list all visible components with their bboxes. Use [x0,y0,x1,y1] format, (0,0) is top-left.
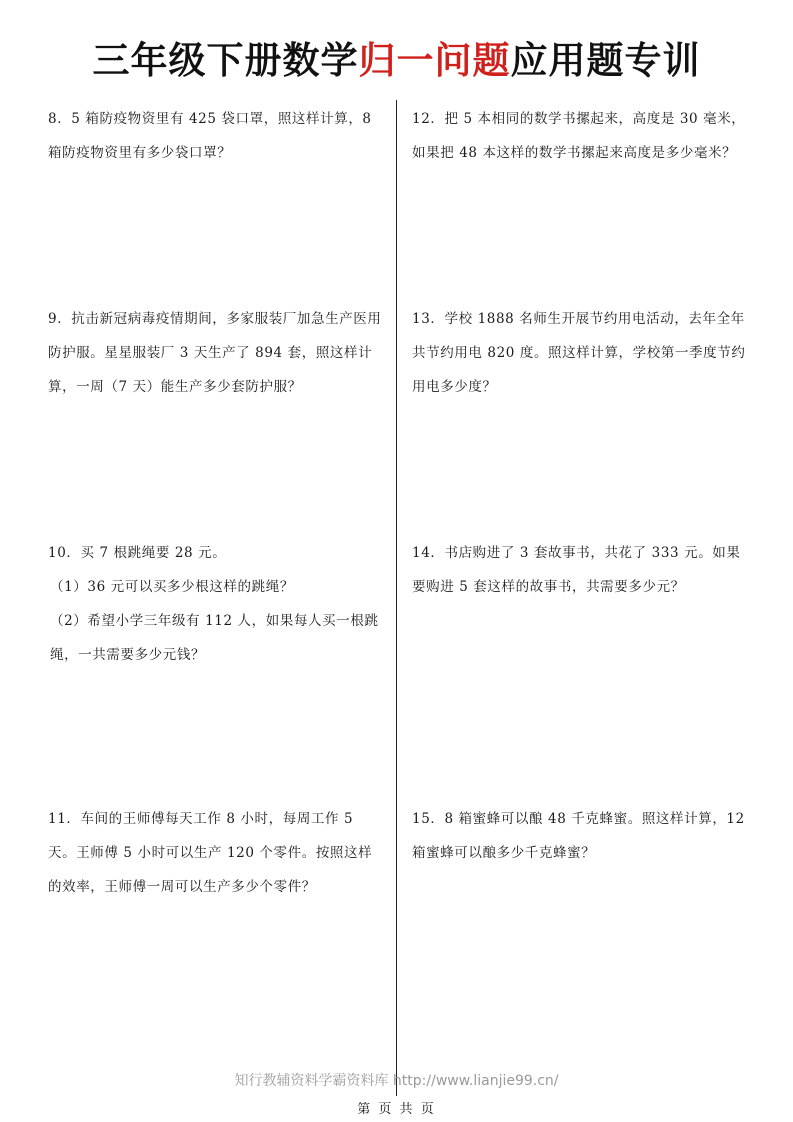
title-prefix: 三年级下册数学 [92,39,359,82]
question-9 [48,302,384,404]
question-15-text: 15．8 箱蜜蜂可以酿 48 千克蜂蜜。照这样计算，12 箱蜜蜂可以酿多少千克蜂蜜？ [412,811,745,861]
question-8-text: 8．5 箱防疫物资里有 425 袋口罩，照这样计算，8 箱防疫物资里有多少袋口罩？ [48,111,372,161]
question-10 [48,536,384,672]
question-13-text: 13．学校 1888 名师生开展节约用电活动，去年全年共节约用电 820 度。照这样计算，学校第一季度节约用电多少度？ [412,311,746,395]
question-12 [412,102,752,170]
title-suffix: 应用题专训 [510,39,701,82]
question-10-text: 10．买 7 根跳绳要 28 元。 [48,545,227,561]
question-10-sub-1: （1）36 元可以买多少根这样的跳绳？ [50,579,294,595]
question-9-text: 9．抗击新冠病毒疫情期间，多家服装厂加急生产医用防护服。星星服装厂 3 天生产了 894 套，照这样计算，一周（7 天）能生产多少套防护服？ [48,311,382,395]
question-8 [48,102,384,170]
column-divider [396,100,397,1096]
footer-site-link[interactable]: 知行教辅资料学霸资料库 http://www.lianjie99.cn/ [234,1073,559,1089]
question-10-sub-2: （2）希望小学三年级有 112 人，如果每人买一根跳绳，一共需要多少元钱？ [50,613,379,663]
title-highlight: 归一问题 [358,39,511,82]
question-12-text: 12．把 5 本相同的数学书摞起来，高度是 30 毫米，如果把 48 本这样的数学书摞起来高度是多少毫米？ [412,111,746,161]
question-11 [48,802,384,904]
question-15 [412,802,752,870]
question-13 [412,302,752,404]
question-14-text: 14．书店购进了 3 套故事书，共花了 333 元。如果要购进 5 套这样的故事书，共需要多少元？ [412,545,741,595]
question-14 [412,536,752,604]
page-title [0,30,793,84]
question-11-text: 11．车间的王师傅每天工作 8 小时，每周工作 5 天。王师傅 5 小时可以生产 120 个零件。按照这样的效率，王师傅一周可以生产多少个零件？ [48,811,373,895]
footer-page-number: 第 页 共 页 [357,1102,436,1117]
